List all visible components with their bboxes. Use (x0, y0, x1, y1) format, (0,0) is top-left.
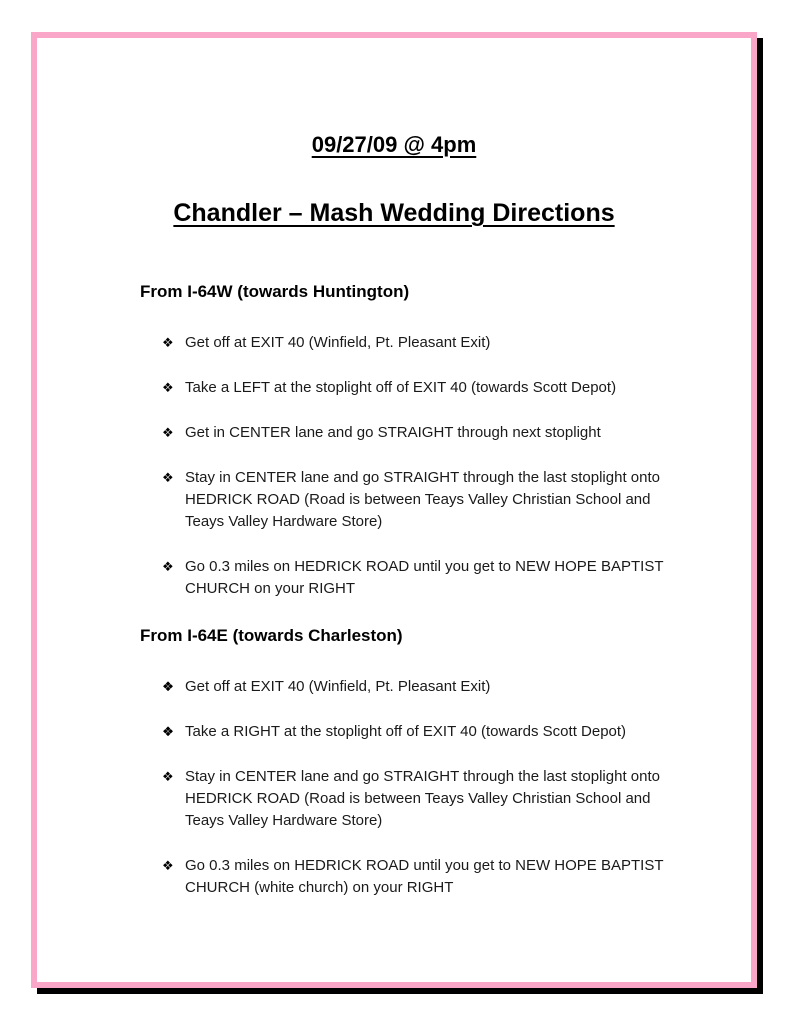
direction-text: Take a RIGHT at the stoplight off of EXIT 40 (towards Scott Depot) (185, 723, 627, 740)
direction-text: Stay in CENTER lane and go STRAIGHT through the last stoplight onto (185, 469, 660, 486)
direction-item (37, 855, 751, 899)
document-page (31, 32, 757, 988)
direction-text: Get in CENTER lane and go STRAIGHT through next stoplight (185, 424, 601, 441)
direction-item (37, 467, 751, 533)
directions-list-i64w (37, 332, 751, 600)
diamond-bullet-icon: ❖ (162, 425, 174, 440)
diamond-bullet-icon: ❖ (162, 679, 174, 694)
diamond-bullet-icon: ❖ (162, 470, 174, 485)
direction-text: Get off at EXIT 40 (Winfield, Pt. Pleasant Exit) (185, 678, 491, 695)
direction-item (37, 721, 751, 743)
diamond-bullet-icon: ❖ (162, 858, 174, 873)
direction-text: HEDRICK ROAD (Road is between Teays Valley Christian School and (185, 491, 651, 508)
direction-text: Get off at EXIT 40 (Winfield, Pt. Pleasant Exit) (185, 334, 491, 351)
direction-text: HEDRICK ROAD (Road is between Teays Valley Christian School and (185, 790, 651, 807)
direction-text: Teays Valley Hardware Store) (185, 513, 383, 530)
direction-item (37, 332, 751, 354)
event-datetime-title (37, 132, 751, 158)
diamond-bullet-icon: ❖ (162, 769, 174, 784)
section-heading-i64w: From I-64W (towards Huntington) (140, 282, 410, 301)
direction-text: Go 0.3 miles on HEDRICK ROAD until you get to NEW HOPE BAPTIST (185, 558, 664, 575)
direction-text: Stay in CENTER lane and go STRAIGHT through the last stoplight onto (185, 768, 660, 785)
diamond-bullet-icon: ❖ (162, 380, 174, 395)
event-datetime-text: 09/27/09 @ 4pm (311, 132, 477, 157)
direction-item (37, 422, 751, 444)
direction-text: Teays Valley Hardware Store) (185, 812, 383, 829)
direction-text: CHURCH on your RIGHT (185, 580, 356, 597)
direction-item (37, 676, 751, 698)
diamond-bullet-icon: ❖ (162, 559, 174, 574)
direction-item (37, 377, 751, 399)
direction-text: CHURCH (white church) on your RIGHT (185, 879, 454, 896)
directions-list-i64e (37, 676, 751, 899)
diamond-bullet-icon: ❖ (162, 724, 174, 739)
document-title-text: Chandler – Mash Wedding Directions (173, 199, 615, 227)
section-heading-i64e: From I-64E (towards Charleston) (140, 626, 403, 645)
direction-text: Go 0.3 miles on HEDRICK ROAD until you get to NEW HOPE BAPTIST (185, 857, 664, 874)
direction-item (37, 766, 751, 832)
diamond-bullet-icon: ❖ (162, 335, 174, 350)
direction-item (37, 556, 751, 600)
direction-text: Take a LEFT at the stoplight off of EXIT 40 (towards Scott Depot) (185, 379, 617, 396)
document-title (37, 199, 751, 228)
